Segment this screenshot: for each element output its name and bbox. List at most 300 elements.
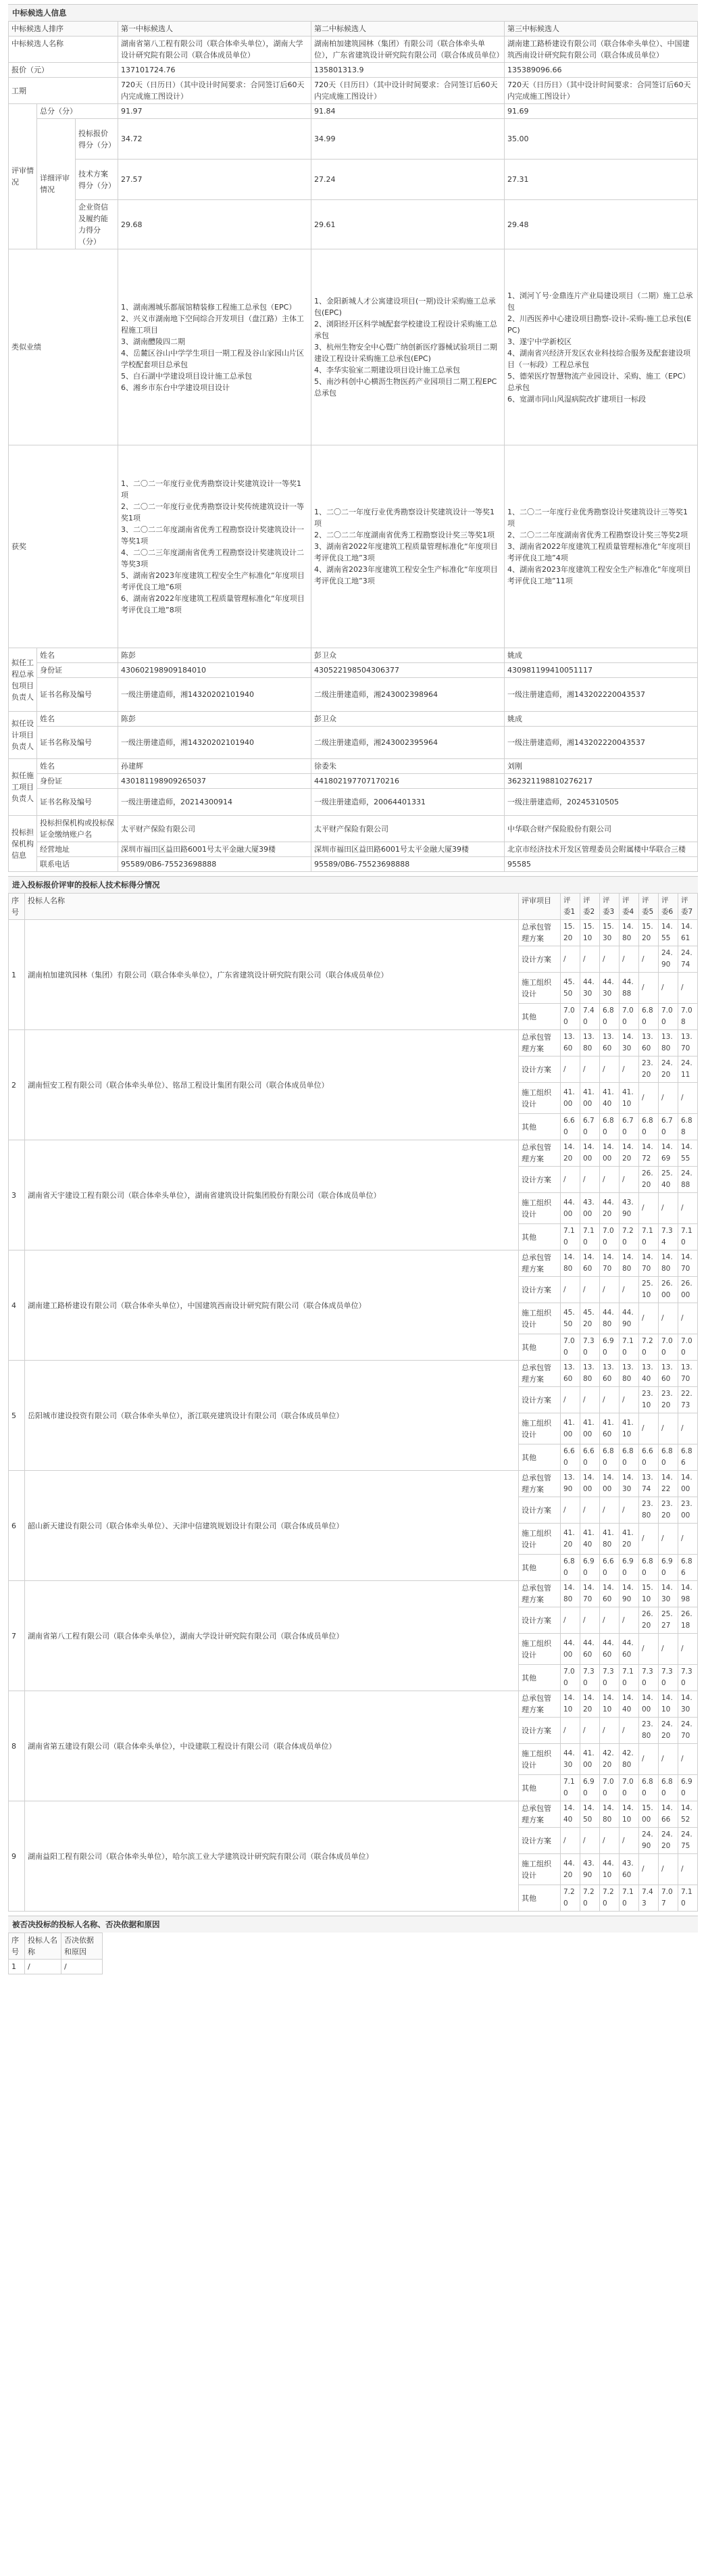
score-cell: 24.70	[678, 1718, 698, 1744]
score-cell: /	[561, 1607, 580, 1634]
score-cell: 7.34	[659, 1224, 678, 1250]
score-cell: 26.20	[639, 1607, 659, 1634]
review-item: 设计方案	[519, 1497, 561, 1524]
table-row	[9, 678, 698, 712]
score-cell: /	[561, 1497, 580, 1524]
table-row	[9, 1960, 103, 1974]
row-label: 姓名	[37, 648, 118, 663]
score-cell: 25.40	[659, 1167, 678, 1193]
review-item: 施工组织设计	[519, 1413, 561, 1444]
bidder-name: 湖南柏加建筑园林（集团）有限公司（联合体牵头单位），广东省建筑设计研究院有限公司（联合体成员单位）	[25, 920, 519, 1030]
score-cell: 7.43	[639, 1885, 659, 1912]
candidates-table	[8, 21, 698, 872]
score-cell: 25.27	[659, 1607, 678, 1634]
score-cell: /	[659, 1854, 678, 1885]
review-item: 设计方案	[519, 1828, 561, 1854]
score-cell: 42.80	[620, 1744, 639, 1775]
cell: 441802197707170216	[311, 774, 505, 789]
score-cell: 6.80	[600, 1004, 620, 1030]
cell: 430981199410051117	[505, 663, 698, 678]
score-cell: 7.00	[561, 1665, 580, 1691]
bidder-name: 湖南省第八工程有限公司（联合体牵头单位），湖南大学设计研究院有限公司（联合体成员单位）	[25, 1581, 519, 1691]
review-item: 总承包管理方案	[519, 1471, 561, 1497]
score-cell: 14.72	[639, 1140, 659, 1167]
score-cell: 44.80	[600, 1303, 620, 1334]
score-cell: 14.80	[620, 920, 639, 946]
cell: 二级注册建造师，湘243002395964	[311, 727, 505, 759]
cell: 430602198909184010	[118, 663, 311, 678]
score-cell: 7.10	[580, 1224, 600, 1250]
score-cell: 41.60	[600, 1413, 620, 1444]
score-cell: 43.60	[620, 1854, 639, 1885]
score-cell: 43.90	[580, 1854, 600, 1885]
score-cell: 14.40	[561, 1801, 580, 1828]
score-cell: 14.90	[620, 1581, 639, 1607]
col-header: 评委4	[620, 894, 639, 920]
row-number: 9	[9, 1801, 25, 1912]
score-cell: /	[620, 946, 639, 973]
score-cell: 23.10	[639, 1387, 659, 1413]
score-cell: 14.60	[600, 1581, 620, 1607]
cell: 湖南建工路桥建设有限公司（联合体牵头单位）、中国建筑西南设计研究院有限公司（联合体成员单位）	[505, 37, 698, 63]
score-cell: /	[678, 973, 698, 1004]
table-row	[9, 727, 698, 759]
score-cell: 6.90	[580, 1555, 600, 1581]
score-cell: 13.60	[659, 1361, 678, 1387]
review-item: 其他	[519, 1114, 561, 1140]
score-cell: 7.30	[580, 1665, 600, 1691]
review-item: 设计方案	[519, 1277, 561, 1303]
cell: 27.31	[505, 160, 698, 200]
score-cell: 26.00	[678, 1277, 698, 1303]
score-cell: 14.00	[600, 1471, 620, 1497]
score-cell: 14.80	[659, 1250, 678, 1277]
score-cell: /	[659, 1303, 678, 1334]
score-cell: 7.10	[620, 1334, 639, 1361]
table-row	[9, 920, 698, 946]
table-row	[9, 22, 698, 37]
score-cell: 6.90	[678, 1775, 698, 1801]
score-cell: 14.60	[580, 1250, 600, 1277]
score-cell: /	[659, 1413, 678, 1444]
score-cell: 41.80	[600, 1524, 620, 1555]
score-cell: /	[639, 1524, 659, 1555]
score-cell: 6.80	[620, 1444, 639, 1471]
row-label: 技术方案得分（分）	[76, 160, 118, 200]
bidder-name: 韶山新天建设有限公司（联合体牵头单位）、天津中信建筑规划设计有限公司（联合体成员单位）	[25, 1471, 519, 1581]
cell: 1、金阳新城人才公寓建设项目(一期)设计采购施工总承包(EPC) 2、浏阳经开区科学城配套学校建设工程设计采购施工总承包 3、杭州生物安全中心暨广纳创新医疗器械试验项目二期建设工程设计采购施工总承包(EPC) 4、李华实验室二期建设项目设计施工总承包 5、南沙科创中心横沥生物医药产业园项目二期工程EPC总承包	[311, 249, 505, 445]
score-cell: /	[561, 946, 580, 973]
score-cell: 23.20	[659, 1387, 678, 1413]
score-cell: /	[678, 1083, 698, 1114]
score-cell: 6.90	[659, 1555, 678, 1581]
review-item: 其他	[519, 1224, 561, 1250]
cell: 一级注册建造师，湘143202220043537	[505, 727, 698, 759]
score-cell: /	[659, 1524, 678, 1555]
review-item: 施工组织设计	[519, 1854, 561, 1885]
score-cell: 14.66	[659, 1801, 678, 1828]
score-cell: 13.70	[678, 1361, 698, 1387]
table-row	[9, 1030, 698, 1056]
cell: 刘刚	[505, 759, 698, 774]
score-cell: /	[659, 1744, 678, 1775]
score-cell: 6.60	[561, 1444, 580, 1471]
score-cell: /	[678, 1524, 698, 1555]
score-cell: /	[639, 1854, 659, 1885]
bidder-name: 湖南省第五建设有限公司（联合体牵头单位），中设建联工程设计有限公司（联合体成员单位）	[25, 1691, 519, 1801]
score-cell: 13.90	[561, 1471, 580, 1497]
cell: 一级注册建造师，20064401331	[311, 789, 505, 816]
table-row	[9, 1140, 698, 1167]
cell: 湖南省第八工程有限公司（联合体牵头单位），湖南大学设计研究院有限公司（联合体成员单位）	[118, 37, 311, 63]
score-cell: /	[659, 1634, 678, 1665]
score-cell: 6.90	[620, 1555, 639, 1581]
review-item: 设计方案	[519, 1607, 561, 1634]
score-cell: 41.10	[620, 1413, 639, 1444]
score-cell: 24.90	[639, 1828, 659, 1854]
score-cell: 14.00	[639, 1691, 659, 1718]
score-cell: 23.20	[659, 1497, 678, 1524]
score-cell: 7.00	[600, 1224, 620, 1250]
score-cell: 41.00	[580, 1744, 600, 1775]
table-row	[9, 104, 698, 119]
page	[0, 4, 706, 1974]
score-cell: 6.70	[659, 1114, 678, 1140]
score-cell: 14.98	[678, 1581, 698, 1607]
score-cell: /	[678, 1193, 698, 1224]
score-cell: 7.00	[600, 1775, 620, 1801]
review-item: 设计方案	[519, 1167, 561, 1193]
row-label: 获奖	[9, 445, 118, 648]
score-cell: 14.70	[580, 1581, 600, 1607]
score-cell: 6.80	[600, 1114, 620, 1140]
score-cell: 15.00	[639, 1801, 659, 1828]
tech-scores-table	[8, 893, 698, 1912]
score-cell: 13.60	[561, 1361, 580, 1387]
col-header: 评委7	[678, 894, 698, 920]
cell: 徐委朱	[311, 759, 505, 774]
row-label: 拟任工程总承包项目负责人	[9, 648, 37, 712]
row-label: 企业资信及履约能力得分（分）	[76, 200, 118, 249]
row-label: 身份证	[37, 663, 118, 678]
table-row	[9, 200, 698, 249]
score-cell: 24.75	[678, 1828, 698, 1854]
score-cell: 13.80	[580, 1361, 600, 1387]
score-cell: /	[600, 1056, 620, 1083]
score-cell: /	[561, 1167, 580, 1193]
cell: 姚成	[505, 648, 698, 663]
score-cell: 6.86	[678, 1444, 698, 1471]
score-cell: 13.60	[561, 1030, 580, 1056]
row-label: 经营地址	[37, 842, 118, 857]
score-cell: 13.80	[620, 1361, 639, 1387]
col-header: 评委1	[561, 894, 580, 920]
table-row	[9, 445, 698, 648]
row-number: 6	[9, 1471, 25, 1581]
score-cell: 13.60	[600, 1361, 620, 1387]
score-cell: 7.30	[659, 1665, 678, 1691]
score-cell: 6.80	[639, 1004, 659, 1030]
table-row	[9, 842, 698, 857]
tech-scores-body	[9, 920, 698, 1912]
cell: 一级注册建造师，湘143202220043537	[505, 678, 698, 712]
cell: 95589/0B6-75523698888	[118, 857, 311, 872]
review-item: 施工组织设计	[519, 1524, 561, 1555]
score-cell: /	[580, 1387, 600, 1413]
row-label: 详细评审情况	[37, 119, 76, 249]
score-cell: /	[600, 1828, 620, 1854]
score-cell: 7.20	[620, 1224, 639, 1250]
score-cell: 14.55	[678, 1140, 698, 1167]
score-cell: 6.80	[561, 1555, 580, 1581]
score-cell: /	[639, 946, 659, 973]
score-cell: 41.20	[561, 1524, 580, 1555]
score-cell: 14.40	[620, 1691, 639, 1718]
row-number: 5	[9, 1361, 25, 1471]
score-cell: 45.20	[580, 1303, 600, 1334]
review-item: 总承包管理方案	[519, 1361, 561, 1387]
score-cell: /	[561, 1277, 580, 1303]
score-cell: 14.50	[580, 1801, 600, 1828]
score-cell: 14.10	[620, 1801, 639, 1828]
score-cell: 13.74	[639, 1471, 659, 1497]
cell: 34.99	[311, 119, 505, 160]
row-label: 报价（元）	[9, 63, 118, 78]
table-row	[9, 1691, 698, 1718]
table-row	[9, 712, 698, 727]
table-header-row	[9, 894, 698, 920]
review-item: 设计方案	[519, 1387, 561, 1413]
score-cell: 7.40	[580, 1004, 600, 1030]
cell: 中华联合财产保险股份有限公司	[505, 816, 698, 842]
score-cell: 7.00	[659, 1004, 678, 1030]
review-item: 施工组织设计	[519, 1303, 561, 1334]
score-cell: 6.70	[620, 1114, 639, 1140]
row-label: 证书名称及编号	[37, 789, 118, 816]
row-number: 4	[9, 1250, 25, 1361]
score-cell: 7.10	[639, 1224, 659, 1250]
table-row	[9, 648, 698, 663]
row-label: 中标候选人名称	[9, 37, 118, 63]
score-cell: /	[639, 1634, 659, 1665]
cell: 北京市经济技术开发区管理委员会附属楼中华联合三楼	[505, 842, 698, 857]
score-cell: 14.00	[580, 1140, 600, 1167]
score-cell: 7.10	[678, 1224, 698, 1250]
row-number: 2	[9, 1030, 25, 1140]
score-cell: /	[620, 1607, 639, 1634]
row-label: 身份证	[37, 774, 118, 789]
col-header: 投标人名称	[25, 1933, 61, 1960]
score-cell: 41.10	[620, 1083, 639, 1114]
score-cell: 24.20	[659, 1056, 678, 1083]
score-cell: 41.00	[580, 1083, 600, 1114]
score-cell: 7.00	[561, 1334, 580, 1361]
review-item: 其他	[519, 1334, 561, 1361]
row-number: 1	[9, 920, 25, 1030]
score-cell: 23.00	[678, 1497, 698, 1524]
table-row	[9, 119, 698, 160]
score-cell: /	[620, 1828, 639, 1854]
cell: 29.48	[505, 200, 698, 249]
score-cell: 26.00	[659, 1277, 678, 1303]
table-row	[9, 816, 698, 842]
score-cell: 14.30	[620, 1030, 639, 1056]
score-cell: /	[580, 1828, 600, 1854]
score-cell: 26.18	[678, 1607, 698, 1634]
score-cell: 13.60	[639, 1030, 659, 1056]
row-label: 证书名称及编号	[37, 678, 118, 712]
col-header: 评委2	[580, 894, 600, 920]
score-cell: /	[600, 1387, 620, 1413]
cell: 720天（日历日）（其中设计时间要求：合同签订后60天内完成施工图设计）	[311, 78, 505, 104]
score-cell: 14.61	[678, 920, 698, 946]
score-cell: 41.40	[580, 1524, 600, 1555]
cell: /	[61, 1960, 103, 1974]
score-cell: 44.10	[600, 1854, 620, 1885]
review-item: 总承包管理方案	[519, 1801, 561, 1828]
cell: 彭卫众	[311, 648, 505, 663]
cell: 29.61	[311, 200, 505, 249]
cell: 35.00	[505, 119, 698, 160]
score-cell: /	[620, 1497, 639, 1524]
score-cell: 7.30	[600, 1665, 620, 1691]
score-cell: 25.10	[639, 1277, 659, 1303]
score-cell: 14.30	[659, 1581, 678, 1607]
score-cell: 15.20	[561, 920, 580, 946]
table-row	[9, 78, 698, 104]
bidder-name: 湖南省天宇建设工程有限公司（联合体牵头单位），湖南省建筑设计院集团股份有限公司（联合体成员单位）	[25, 1140, 519, 1250]
table-row	[9, 789, 698, 816]
review-item: 施工组织设计	[519, 1083, 561, 1114]
score-cell: 42.20	[600, 1744, 620, 1775]
score-cell: 14.30	[620, 1471, 639, 1497]
cell: 二级注册建造师，湘243002398964	[311, 678, 505, 712]
score-cell: 7.10	[620, 1885, 639, 1912]
score-cell: /	[561, 1828, 580, 1854]
score-cell: /	[659, 1193, 678, 1224]
table-row	[9, 160, 698, 200]
cell: 太平财产保险有限公司	[311, 816, 505, 842]
score-cell: 6.80	[600, 1444, 620, 1471]
col-header: 评委5	[639, 894, 659, 920]
score-cell: 6.70	[580, 1114, 600, 1140]
score-cell: /	[639, 973, 659, 1004]
score-cell: 7.20	[600, 1885, 620, 1912]
score-cell: 44.30	[600, 973, 620, 1004]
score-cell: /	[659, 973, 678, 1004]
score-cell: 41.20	[620, 1524, 639, 1555]
score-cell: 45.50	[561, 973, 580, 1004]
cell: 362321198810276217	[505, 774, 698, 789]
cell: 95589/0B6-75523698888	[311, 857, 505, 872]
score-cell: 14.80	[561, 1581, 580, 1607]
review-item: 施工组织设计	[519, 1744, 561, 1775]
score-cell: 44.30	[580, 973, 600, 1004]
score-cell: 44.60	[580, 1634, 600, 1665]
table-row	[9, 759, 698, 774]
score-cell: 23.80	[639, 1718, 659, 1744]
review-item: 其他	[519, 1775, 561, 1801]
score-cell: 7.00	[678, 1334, 698, 1361]
score-cell: 6.80	[639, 1775, 659, 1801]
row-label: 总分（分）	[37, 104, 118, 119]
table-row	[9, 1471, 698, 1497]
cell: /	[25, 1960, 61, 1974]
score-cell: /	[600, 1167, 620, 1193]
table-header-row	[9, 1933, 103, 1960]
section-rejected-title: 被否决投标的投标人名称、否决依据和原因	[8, 1916, 698, 1933]
row-label: 类似业绩	[9, 249, 118, 445]
row-label: 拟任施工项目负责人	[9, 759, 37, 816]
score-cell: /	[600, 1277, 620, 1303]
row-label: 联系电话	[37, 857, 118, 872]
cell: 一级注册建造师，湘14320202101940	[118, 727, 311, 759]
score-cell: 14.70	[678, 1250, 698, 1277]
score-cell: 14.10	[561, 1691, 580, 1718]
cell: 34.72	[118, 119, 311, 160]
review-item: 设计方案	[519, 946, 561, 973]
cell: 1、二〇二一年度行业优秀勘察设计奖建筑设计一等奖1项 2、二〇二二年度湖南省优秀工程勘察设计奖三等奖1项 3、湖南省2022年度建筑工程质量管理标准化“年度项目考评优良工地”3项 4、湖南省2023年度建筑工程安全生产标准化“年度项目考评优良工地”3项	[311, 445, 505, 648]
row-label: 投标担保机构或投标保证金缴纳账户名	[37, 816, 118, 842]
cell: 1	[9, 1960, 25, 1974]
cell: 95585	[505, 857, 698, 872]
score-cell: /	[620, 1387, 639, 1413]
score-cell: 14.20	[561, 1140, 580, 1167]
row-label: 姓名	[37, 712, 118, 727]
score-cell: 13.70	[678, 1030, 698, 1056]
score-cell: /	[678, 1744, 698, 1775]
cell: 135389096.66	[505, 63, 698, 78]
score-cell: 44.60	[620, 1634, 639, 1665]
score-cell: /	[678, 1854, 698, 1885]
row-label: 投标担保机构信息	[9, 816, 37, 872]
review-item: 总承包管理方案	[519, 1691, 561, 1718]
score-cell: 7.30	[580, 1334, 600, 1361]
score-cell: /	[600, 1497, 620, 1524]
score-cell: 7.20	[580, 1885, 600, 1912]
review-item: 其他	[519, 1885, 561, 1912]
score-cell: 41.00	[580, 1413, 600, 1444]
cell: 一级注册建造师，20245310505	[505, 789, 698, 816]
score-cell: 6.86	[678, 1555, 698, 1581]
row-label: 证书名称及编号	[37, 727, 118, 759]
score-cell: 7.10	[561, 1775, 580, 1801]
score-cell: 7.00	[659, 1334, 678, 1361]
score-cell: 15.10	[639, 1581, 659, 1607]
score-cell: 6.88	[678, 1114, 698, 1140]
score-cell: 14.10	[600, 1691, 620, 1718]
cell: 深圳市福田区益田路6001号太平金融大厦39楼	[311, 842, 505, 857]
score-cell: 41.00	[561, 1083, 580, 1114]
score-cell: /	[580, 1607, 600, 1634]
score-cell: /	[580, 1718, 600, 1744]
cell: 一级注册建造师，20214300914	[118, 789, 311, 816]
score-cell: 15.10	[580, 920, 600, 946]
section-candidates-title: 中标候选人信息	[8, 4, 698, 21]
score-cell: 14.80	[600, 1801, 620, 1828]
cell: 137101724.76	[118, 63, 311, 78]
score-cell: /	[561, 1387, 580, 1413]
row-label: 拟任设计项目负责人	[9, 712, 37, 759]
score-cell: 24.90	[659, 946, 678, 973]
score-cell: /	[620, 1056, 639, 1083]
review-item: 总承包管理方案	[519, 1250, 561, 1277]
score-cell: 24.20	[659, 1718, 678, 1744]
score-cell: /	[561, 1056, 580, 1083]
score-cell: 41.40	[600, 1083, 620, 1114]
score-cell: /	[620, 1277, 639, 1303]
score-cell: /	[580, 1167, 600, 1193]
